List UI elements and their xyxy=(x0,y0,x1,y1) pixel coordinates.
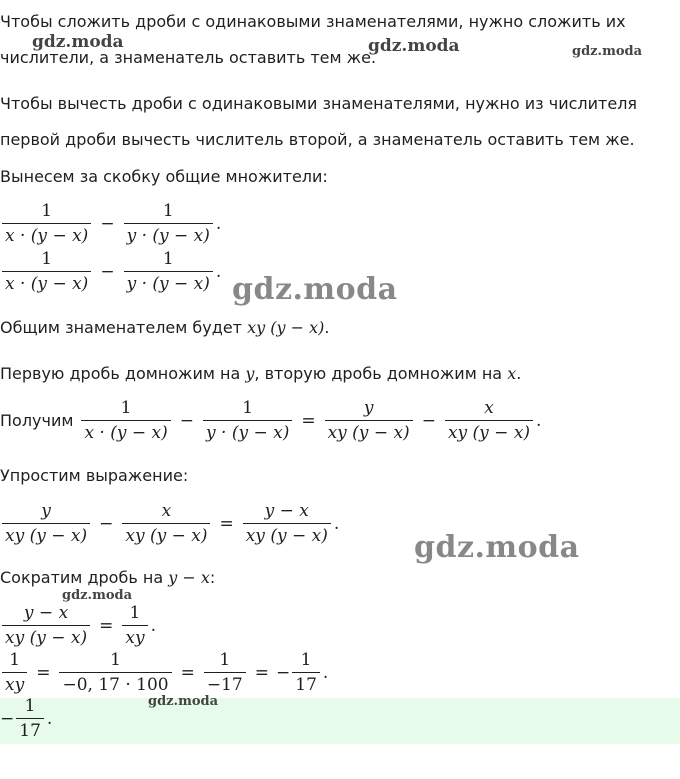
watermark: gdz.moda xyxy=(368,36,460,56)
fraction: $\frac{1}{17}$ xyxy=(16,696,44,741)
fraction: $\frac{1}{x \cdot (y - x)}$ xyxy=(2,249,91,294)
simplify-text: Упростим выражение: xyxy=(0,466,189,485)
common-denominator-text: Общим знаменателем будет xy (y − x). xyxy=(0,318,330,337)
fraction: $\frac{y - x}{xy (y - x)}$ xyxy=(2,603,90,648)
rule-subtract-line2: первой дроби вычесть числитель второй, а знаменатель оставить тем же. xyxy=(0,130,635,149)
watermark: gdz.moda xyxy=(148,694,219,709)
fraction: $\frac{1}{x \cdot (y - x)}$ xyxy=(81,398,170,443)
fraction: $\frac{1}{x \cdot (y - x)}$ xyxy=(2,201,91,246)
reduce-text: Сократим дробь на y − x: xyxy=(0,568,216,587)
rule-add-line1: Чтобы сложить дроби с одинаковыми знаменателями, нужно сложить их xyxy=(0,12,626,31)
fraction: $\frac{1}{y \cdot (y - x)}$ xyxy=(203,398,292,443)
answer-highlight xyxy=(0,698,680,744)
watermark: gdz.moda xyxy=(414,530,580,565)
fraction: $\frac{1}{y \cdot (y - x)}$ xyxy=(124,249,213,294)
expression-simplified: $\frac{y}{xy (y - x)}$ − $\frac{x}{xy (y - x)}$ = $\frac{y - x}{xy (y - x)}$ . xyxy=(0,501,339,546)
expression-factored-repeat: $\frac{1}{x \cdot (y - x)}$ − $\frac{1}{y \cdot (y - x)}$ . xyxy=(0,249,221,294)
fraction: $\frac{x}{xy (y - x)}$ xyxy=(445,398,533,443)
fraction: $\frac{1}{xy}$ xyxy=(122,603,147,648)
expression-common-denominator: Получим $\frac{1}{x \cdot (y - x)}$ − $\frac{1}{y \cdot (y - x)}$ = $\frac{y}{xy (y - x)}$ − $\frac{x}{xy (y - x)}$ . xyxy=(0,398,542,443)
watermark: gdz.moda xyxy=(62,588,133,603)
expression-factored: $\frac{1}{x \cdot (y - x)}$ − $\frac{1}{y \cdot (y - x)}$ . xyxy=(0,201,221,246)
fraction: $\frac{1}{17}$ xyxy=(292,650,320,695)
fraction: $\frac{1}{y \cdot (y - x)}$ xyxy=(124,201,213,246)
fraction: $\frac{1}{-0, 17 \cdot 100}$ xyxy=(59,650,171,695)
watermark: gdz.moda xyxy=(32,32,124,52)
fraction: $\frac{y}{xy (y - x)}$ xyxy=(325,398,413,443)
watermark: gdz.moda xyxy=(232,272,398,307)
fraction: $\frac{1}{-17}$ xyxy=(204,650,246,695)
expression-evaluated: $\frac{1}{xy}$ = $\frac{1}{-0, 17 \cdot 100}$ = $\frac{1}{-17}$ = − $\frac{1}{17}$ . xyxy=(0,650,328,695)
rule-subtract-line1: Чтобы вычесть дроби с одинаковыми знаменателями, нужно из числителя xyxy=(0,94,638,113)
fraction: $\frac{y - x}{xy (y - x)}$ xyxy=(243,501,331,546)
factor-text: Вынесем за скобку общие множители: xyxy=(0,167,328,186)
fraction: $\frac{x}{xy (y - x)}$ xyxy=(122,501,210,546)
fraction: $\frac{y}{xy (y - x)}$ xyxy=(2,501,90,546)
multiply-text: Первую дробь домножим на y, вторую дробь домножим на x. xyxy=(0,364,522,383)
rule-add-line2: числители, а знаменатель оставить тем же. xyxy=(0,48,377,67)
answer: − $\frac{1}{17}$ . xyxy=(0,696,53,741)
expression-reduced: $\frac{y - x}{xy (y - x)}$ = $\frac{1}{xy}$ . xyxy=(0,603,156,648)
fraction: $\frac{1}{xy}$ xyxy=(2,650,27,695)
watermark: gdz.moda xyxy=(572,44,643,59)
